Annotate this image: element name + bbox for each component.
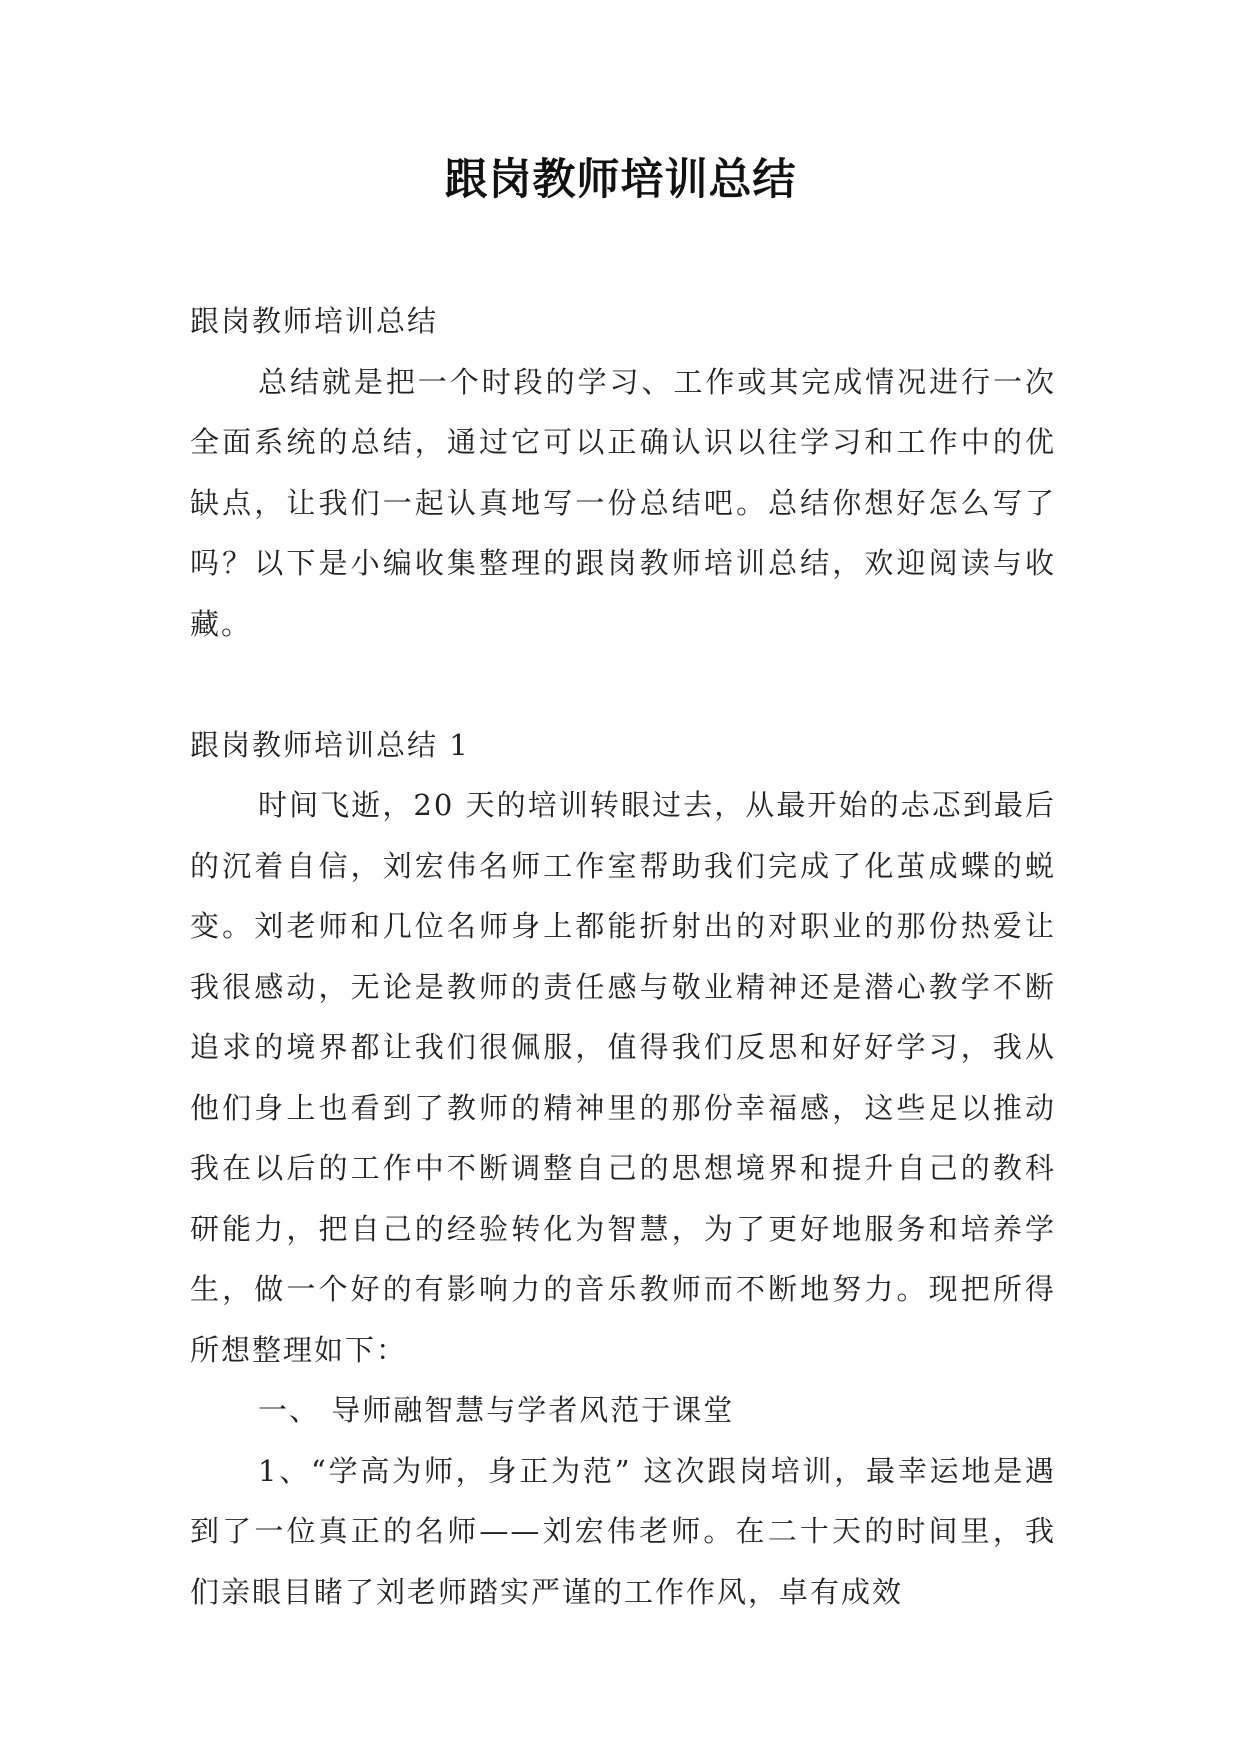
document-subtitle: 跟岗教师培训总结 (190, 304, 439, 338)
point-heading: 一、 导师融智慧与学者风范于课堂 (258, 1393, 735, 1427)
document-title: 跟岗教师培训总结 (444, 155, 797, 205)
section-paragraph: 时间飞逝，20 天的培训转眼过去，从最开始的忐忑到最后的沉着自信，刘宏伟名师工作室帮助我们完成了化茧成蝶的蜕变。刘老师和几位名师身上都能折射出的对职业的那份热爱让我很感动，无论是教师的责任感与敬业精神还是潜心教学不断追求的境界都让我们很佩服，值得我们反思和好好学习，我从他们身上也看到了教师的精神里的那份幸福感，这些足以推动我在以后的工作中不断调整自己的思想境界和提升自己的教科研能力，把自己的经验转化为智慧，为了更好地服务和培养学生，做一个好的有影响力的音乐教师而不断地努力。现把所得所想整理如下： (190, 788, 1056, 1367)
point-paragraph: 1、“学高为师，身正为范” 这次跟岗培训，最幸运地是遇到了一位真正的名师——刘宏伟老师。在二十天的时间里，我们亲眼目睹了刘老师踏实严谨的工作作风，卓有成效 (190, 1453, 1056, 1609)
document-body (190, 291, 1056, 1622)
paragraph-spacer (190, 654, 1056, 715)
section-heading: 跟岗教师培训总结 1 (190, 727, 470, 762)
intro-paragraph: 总结就是把一个时段的学习、工作或其完成情况进行一次全面系统的总结，通过它可以正确认识以往学习和工作中的优缺点，让我们一起认真地写一份总结吧。总结你想好怎么写了吗？以下是小编收集整理的跟岗教师培训总结，欢迎阅读与收藏。 (190, 364, 1056, 641)
